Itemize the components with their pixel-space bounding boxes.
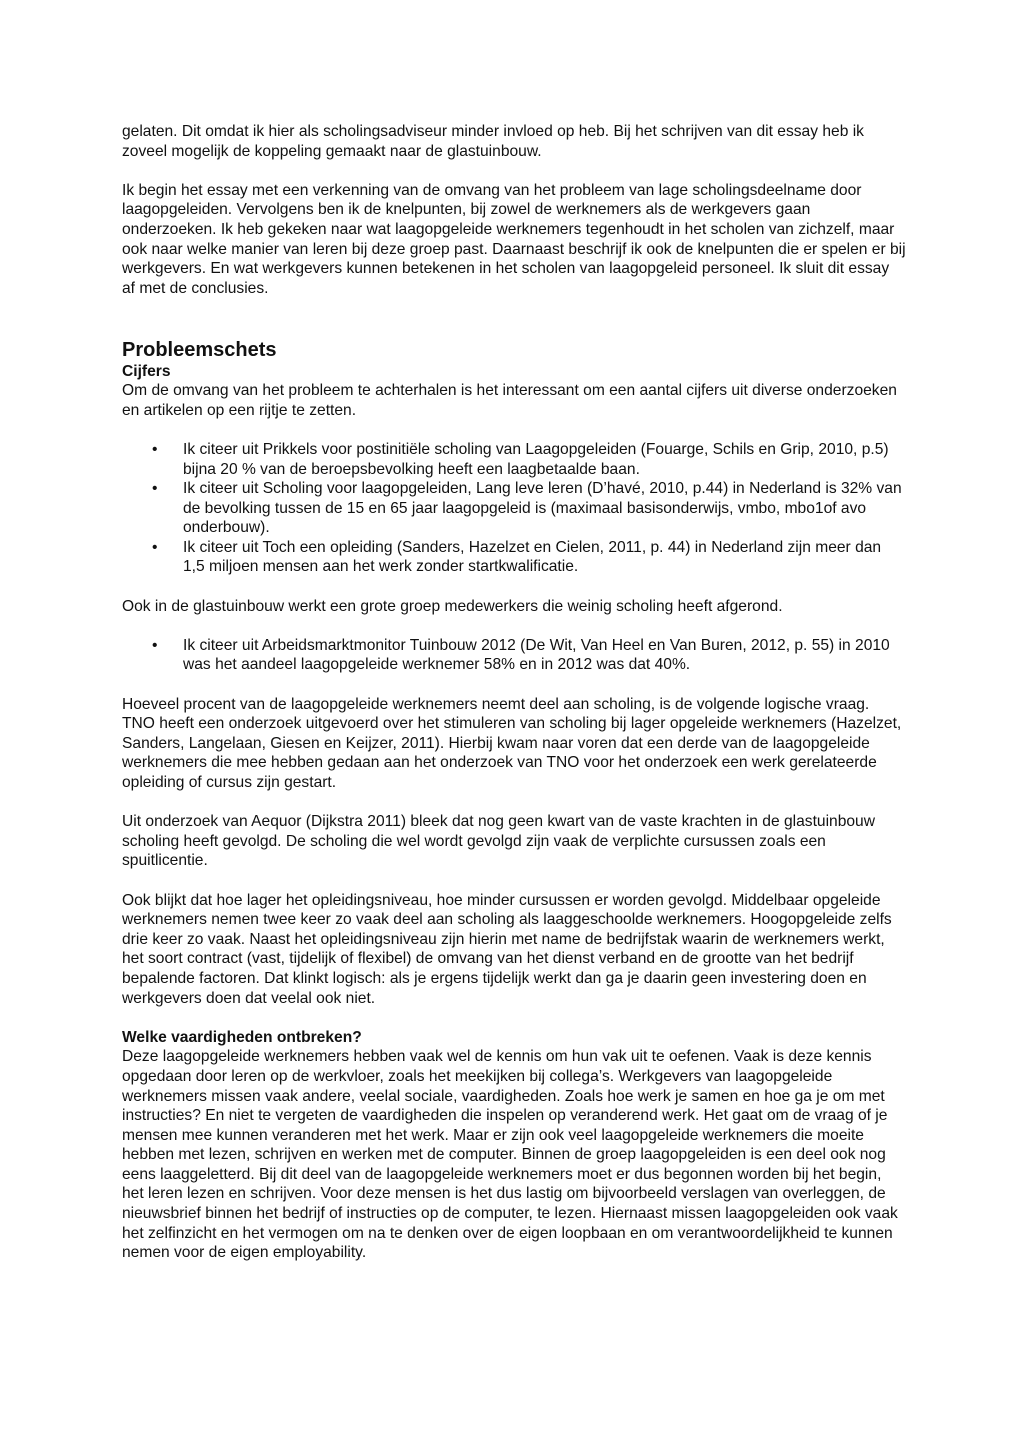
glastuinbouw-bullet-list — [122, 636, 906, 675]
section-spacer — [122, 318, 906, 338]
list-item-text: Ik citeer uit Scholing voor laagopgeleiden, Lang leve leren (D’havé, 2010, p.44) in Nederland is 32% van de bevolking tussen de 15 en 65 jaar laagopgeleid is (maximaal basisonderwijs, vmbo, mbo1of avo onderbouw). — [183, 480, 902, 537]
list-item — [122, 538, 906, 577]
glastuinbouw-paragraph: Ook in de glastuinbouw werkt een grote groep medewerkers die weinig scholing heeft afgerond. — [122, 597, 783, 615]
cijfers-bullet-list — [122, 440, 906, 577]
body-paragraph-aequor: Uit onderzoek van Aequor (Dijkstra 2011) bleek dat nog geen kwart van de vaste krachten in de glastuinbouw scholing heeft gevolgd. De scholing die wel wordt gevolgd zijn vaak de verplichte cursussen zoals een spuitlicentie. — [122, 813, 875, 870]
body-paragraph-tno: Hoeveel procent van de laagopgeleide werknemers neemt deel aan scholing, is de volgende logische vraag. TNO heeft een onderzoek uitgevoerd over het stimuleren van scholing bij lager opgeleide werknemers (Hazelzet, Sanders, Langelaan, Giesen en Keijzer, 2011). Hierbij kwam naar voren dat een derde van de laagopgeleide werknemers die mee hebben gedaan aan het onderzoek van TNO voor het onderzoek een werk gerelateerde opleiding of cursus zijn gestart. — [122, 695, 902, 791]
list-item — [122, 440, 906, 479]
list-item — [122, 479, 906, 538]
list-item-text: Ik citeer uit Arbeidsmarktmonitor Tuinbouw 2012 (De Wit, Van Heel en Van Buren, 2012, p. 55) in 2010 was het aandeel laagopgeleide werknemer 58% en in 2012 was dat 40%. — [183, 636, 890, 674]
bullet-icon: • — [152, 480, 158, 498]
list-item-text: Ik citeer uit Toch een opleiding (Sanders, Hazelzet en Cielen, 2011, p. 44) in Nederland zijn meer dan 1,5 miljoen mensen aan het werk zonder startkwalificatie. — [183, 538, 882, 576]
bullet-icon: • — [152, 538, 158, 556]
body-paragraph-opleidingsniveau: Ook blijkt dat hoe lager het opleidingsniveau, hoe minder cursussen er worden gevolgd. Middelbaar opgeleide werknemers nemen twee keer zo vaak deel aan scholing als laaggeschoolde werknemers. Hoogopgeleide zelfs drie keer zo vaak. Naast het opleidingsniveau zijn hierin met name de bedrijfstak waarin de werknemers werkt, het soort contract (vast, tijdelijk of flexibel) de omvang van het dienst verband en de grootte van het bedrijf bepalende factoren. Dat klinkt logisch: als je ergens tijdelijk werkt dan ga je daarin geen investering doen en werkgevers doen dat veelal ook niet. — [122, 891, 892, 1007]
intro-paragraph-2: Ik begin het essay met een verkenning van de omvang van het probleem van lage scholingsdeelname door laagopgeleiden. Vervolgens ben ik de knelpunten, bij zowel de werknemers als de werkgevers gaan onderzoeken. Ik heb gekeken naar wat laagopgeleide werknemers tegenhoudt in het scholen van zichzelf, maar ook naar welke manier van leren bij deze groep past. Daarnaast beschrijf ik ook de knelpunten die er spelen er bij werkgevers. En wat werkgevers kunnen betekenen in het scholen van laagopgeleid personeel. Ik sluit dit essay af met de conclusies. — [122, 181, 906, 297]
list-item — [122, 636, 906, 675]
vaardigheden-heading: Welke vaardigheden ontbreken? — [122, 1028, 362, 1046]
bullet-icon: • — [152, 636, 158, 654]
cijfers-heading: Cijfers — [122, 362, 171, 380]
cijfers-intro: Om de omvang van het probleem te achterhalen is het interessant om een aantal cijfers uit diverse onderzoeken en artikelen op een rijtje te zetten. — [122, 382, 897, 419]
section-title: Probleemschets — [122, 338, 277, 361]
vaardigheden-paragraph: Deze laagopgeleide werknemers hebben vaak wel de kennis om hun vak uit te oefenen. Vaak is deze kennis opgedaan door leren op de werkvloer, zoals het meekijken bij collega’s. Werkgevers van laagopgeleide werknemers missen vaak andere, veelal sociale, vaardigheden. Zoals hoe werk je samen en hoe ga je om met instructies? En niet te vergeten de vaardigheden die inspelen op veranderend werk. Het gaat om de vraag of je mensen mee kunnen veranderen met het werk. Maar er zijn ook veel laagopgeleide werknemers die moeite hebben met lezen, schrijven en werken met de computer. Binnen de groep laagopgeleiden is een deel ook nog eens laaggeletterd. Bij dit deel van de laagopgeleide werknemers moet er dus begonnen worden bij het begin, het leren lezen en schrijven. Voor deze mensen is het dus lastig om bijvoorbeeld verslagen van overleggen, de nieuwsbrief binnen het bedrijf of instructies op de computer, te lezen. Hiernaast missen laagopgeleiden ook vaak het zelfinzicht en het vermogen om na te denken over de eigen loopbaan en om verantwoordelijkheid te kunnen nemen voor de eigen employability. — [122, 1048, 898, 1262]
intro-paragraph-1: gelaten. Dit omdat ik hier als scholingsadviseur minder invloed op heb. Bij het schrijven van dit essay heb ik zoveel mogelijk de koppeling gemaakt naar de glastuinbouw. — [122, 123, 864, 160]
list-item-text: Ik citeer uit Prikkels voor postinitiële scholing van Laagopgeleiden (Fouarge, Schils en Grip, 2010, p.5) bijna 20 % van de beroepsbevolking heeft een laagbetaalde baan. — [183, 440, 889, 478]
bullet-icon: • — [152, 440, 158, 458]
